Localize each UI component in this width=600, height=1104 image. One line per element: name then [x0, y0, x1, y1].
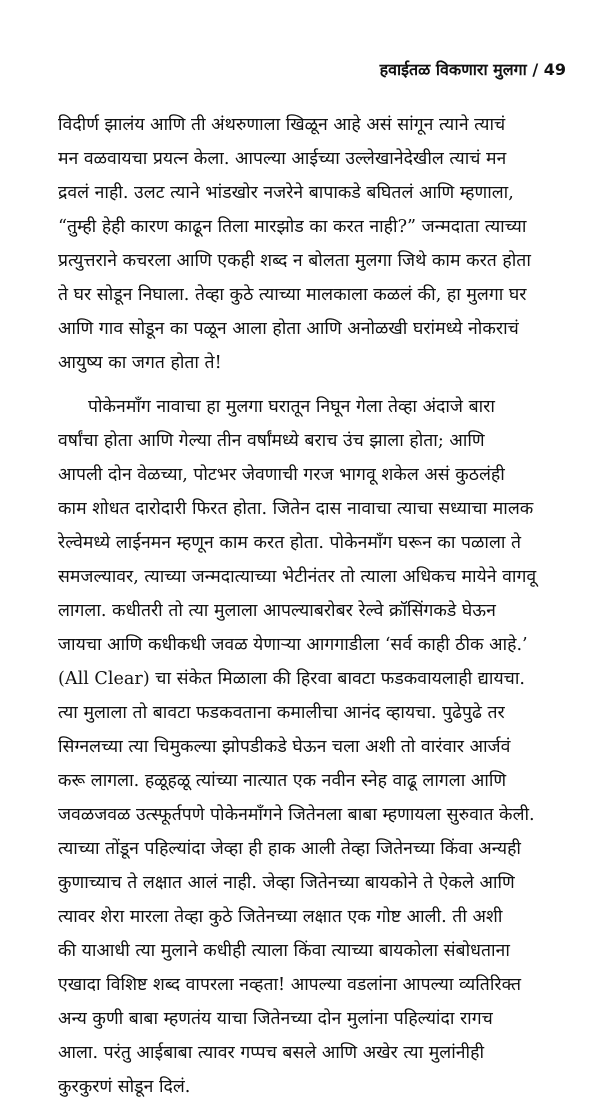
text-line: प्रत्युत्तराने कचरला आणि एकही शब्द न बोलता मुलगा जिथे काम करत होता — [58, 251, 531, 271]
text-line: लागला. कधीतरी तो त्या मुलाला आपल्याबरोबर रेल्वे क्रॉसिंगकडे घेऊन — [58, 601, 496, 621]
text-line: कुरकुरणं सोडून दिलं. — [58, 1077, 191, 1097]
text-line: अन्य कुणी बाबा म्हणतंय याचा जितेनच्या दोन मुलांना पहिल्यांदा रागच — [58, 1009, 493, 1029]
text-line: द्रवलं नाही. उलट त्याने भांडखोर नजरेने बापाकडे बघितलं आणि म्हणाला, — [58, 183, 514, 203]
text-line: की याआधी त्या मुलाने कधीही त्याला किंवा त्याच्या बायकोला संबोधताना — [58, 941, 510, 961]
text-line: (All Clear) चा संकेत मिळाला की हिरवा बावटा फडकवायलाही द्यायचा. — [58, 669, 525, 689]
text-line: जवळजवळ उत्स्फूर्तपणे पोकेनमाँगने जितेनला बाबा म्हणायला सुरुवात केली. — [58, 805, 535, 825]
text-line: रेल्वेमध्ये लाईनमन म्हणून काम करत होता. पोकेनमाँग घरून का पळाला ते — [58, 533, 522, 553]
paragraph-1 — [58, 108, 588, 380]
text-line: कुणाच्याच ते लक्षात आलं नाही. जेव्हा जितेनच्या बायकोने ते ऐकले आणि — [58, 873, 515, 893]
text-line: काम शोधत दारोदारी फिरत होता. जितेन दास नावाचा त्याचा सध्याचा मालक — [58, 499, 534, 519]
text-line: ते घर सोडून निघाला. तेव्हा कुठे त्याच्या मालकाला कळलं की, हा मुलगा घर — [58, 285, 527, 305]
text-line: जायचा आणि कधीकधी जवळ येणाऱ्या आगगाडीला ‘सर्व काही ठीक आहे.’ — [58, 635, 528, 655]
text-line: आयुष्य का जगत होता ते! — [58, 353, 222, 373]
text-line: आला. परंतु आईबाबा त्यावर गप्पच बसले आणि अखेर त्या मुलांनीही — [58, 1043, 485, 1063]
text-line: विदीर्ण झालंय आणि ती अंथरुणाला खिळून आहे असं सांगून त्याने त्याचं — [58, 115, 506, 135]
text-line: त्यावर शेरा मारला तेव्हा कुठे जितेनच्या लक्षात एक गोष्ट आली. ती अशी — [58, 907, 503, 927]
text-line: त्याच्या तोंडून पहिल्यांदा जेव्हा ही हाक आली तेव्हा जितेनच्या किंवा अन्यही — [58, 839, 521, 859]
text-line: वर्षांचा होता आणि गेल्या तीन वर्षांमध्ये बराच उंच झाला होता; आणि — [58, 431, 485, 451]
running-header: हवाईतळ विकणारा मुलगा / 49 — [379, 60, 566, 79]
text-line: मन वळवायचा प्रयत्न केला. आपल्या आईच्या उल्लेखानेदेखील त्याचं मन — [58, 149, 507, 169]
text-line: एखादा विशिष्ट शब्द वापरला नव्हता! आपल्या वडलांना आपल्या व्यतिरिक्त — [58, 975, 522, 995]
text-line: करू लागला. हळूहळू त्यांच्या नात्यात एक नवीन स्नेह वाढू लागला आणि — [58, 771, 507, 791]
text-line: त्या मुलाला तो बावटा फडकवताना कमालीचा आनंद व्हायचा. पुढेपुढे तर — [58, 703, 505, 723]
text-line-indented: पोकेनमाँग नावाचा हा मुलगा घरातून निघून गेला तेव्हा अंदाजे बारा — [88, 397, 495, 417]
text-line: समजल्यावर, त्याच्या जन्मदात्याच्या भेटीनंतर तो त्याला अधिकच मायेने वागवू — [58, 567, 537, 587]
paragraph-spacer — [58, 380, 588, 390]
paragraph-2 — [58, 390, 588, 1104]
body-text — [58, 108, 588, 1104]
text-line: सिग्नलच्या त्या चिमुकल्या झोपडीकडे घेऊन चला अशी तो वारंवार आर्जवं — [58, 737, 511, 757]
text-line: आणि गाव सोडून का पळून आला होता आणि अनोळखी घरांमध्ये नोकराचं — [58, 319, 519, 339]
text-line: “तुम्ही हेही कारण काढून तिला मारझोड का करत नाही?” जन्मदाता त्याच्या — [58, 217, 527, 237]
text-line: आपली दोन वेळच्या, पोटभर जेवणाची गरज भागवू शकेल असं कुठलंही — [58, 465, 505, 485]
